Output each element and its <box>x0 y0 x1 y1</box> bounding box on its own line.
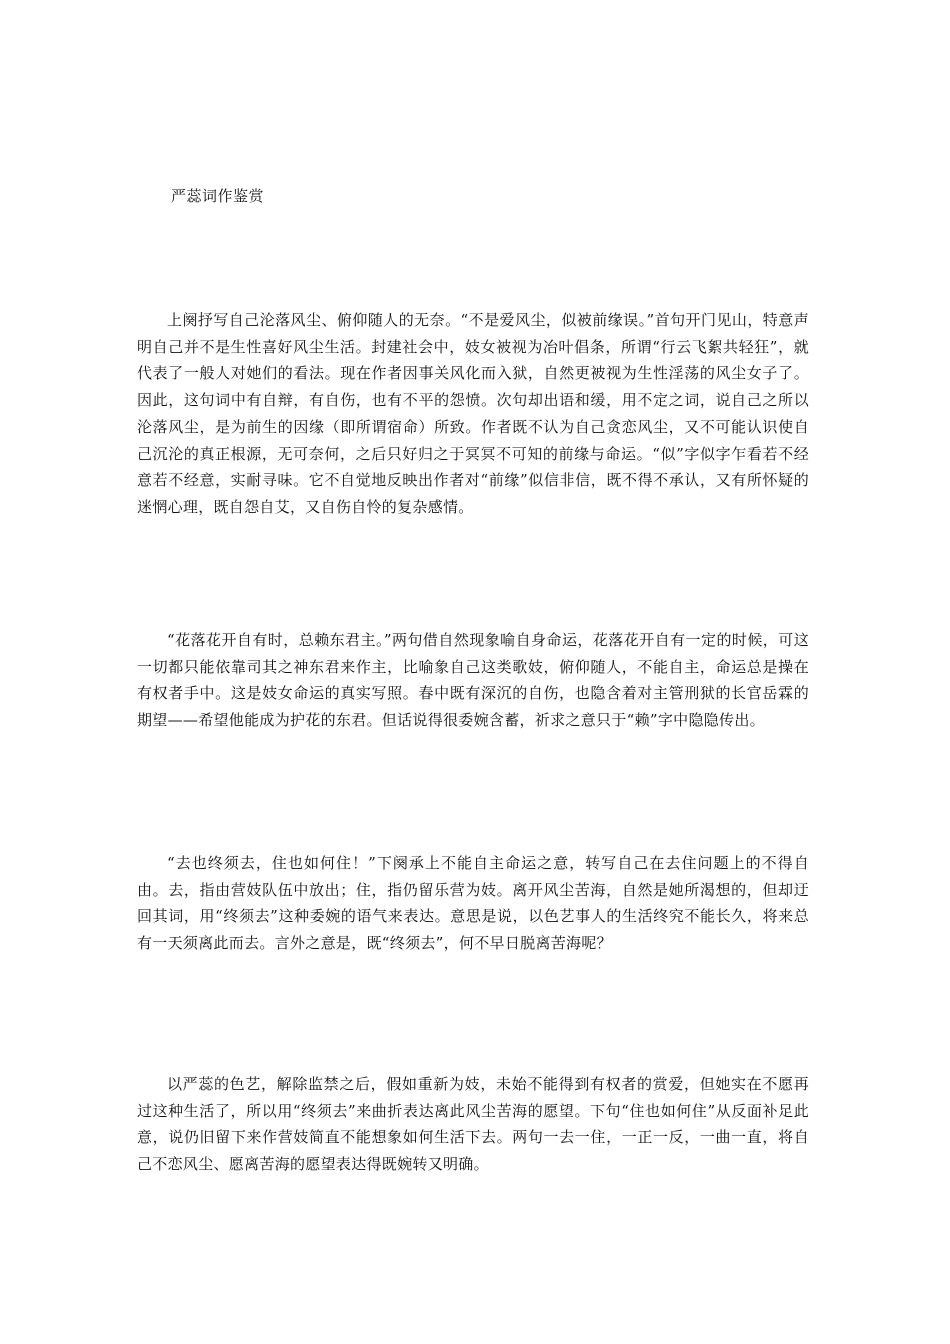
paragraph-1: 上阕抒写自己沦落风尘、俯仰随人的无奈。“不是爱风尘，似被前缘误。”首句开门见山，特意声明自己并不是生性喜好风尘生活。封建社会中，妓女被视为冶叶倡条，所谓“行云飞絮共轻狂”，就代表了一般人对她们的看法。现在作者因事关风化而入狱，自然更被视为生性淫荡的风尘女子了。因此，这句词中有自辩，有自伤，也有不平的怨愤。次句却出语和缓，用不定之词，说自己之所以沦落风尘，是为前生的因缘（即所谓宿命）所致。作者既不认为自己贪恋风尘，又不可能认识使自己沉沦的真正根源，无可奈何，之后只好归之于冥冥不可知的前缘与命运。“似”字似字乍看若不经意若不经意，实耐寻味。它不自觉地反映出作者对“前缘”似信非信，既不得不承认，又有所怀疑的迷惘心理，既自怨自艾，又自伤自怜的复杂感情。 <box>137 311 809 516</box>
document-title: 严蕊词作鉴赏 <box>171 187 265 205</box>
paragraph-2: “花落花开自有时，总赖东君主。”两句借自然现象喻自身命运，花落花开自有一定的时候，可这一切都只能依靠司其之神东君来作主，比喻象自己这类歌妓，俯仰随人，不能自主，命运总是操在有权者手中。这是妓女命运的真实写照。春中既有深沉的自伤，也隐含着对主管刑狱的长官岳霖的期望——希望他能成为护花的东君。但话说得很委婉含蓄，祈求之意只于“赖”字中隐隐传出。 <box>137 631 809 730</box>
paragraph-3: “去也终须去，住也如何住！”下阕承上不能自主命运之意，转写自己在去住问题上的不得自由。去，指由营妓队伍中放出；住，指仍留乐营为妓。离开风尘苦海，自然是她所渴想的，但却迂回其词，用“终须去”这种委婉的语气来表达。意思是说，以色艺事人的生活终究不能长久，将来总有一天须离此而去。言外之意是，既“终须去”，何不早日脱离苦海呢？ <box>137 854 809 953</box>
paragraph-4: 以严蕊的色艺，解除监禁之后，假如重新为妓，未始不能得到有权者的赏爱，但她实在不愿再过这种生活了，所以用“终须去”来曲折表达离此风尘苦海的愿望。下句“住也如何住”从反面补足此意，说仍旧留下来作营妓简直不能想象如何生活下去。两句一去一住，一正一反，一曲一直，将自己不恋风尘、愿离苦海的愿望表达得既婉转又明确。 <box>137 1075 809 1174</box>
